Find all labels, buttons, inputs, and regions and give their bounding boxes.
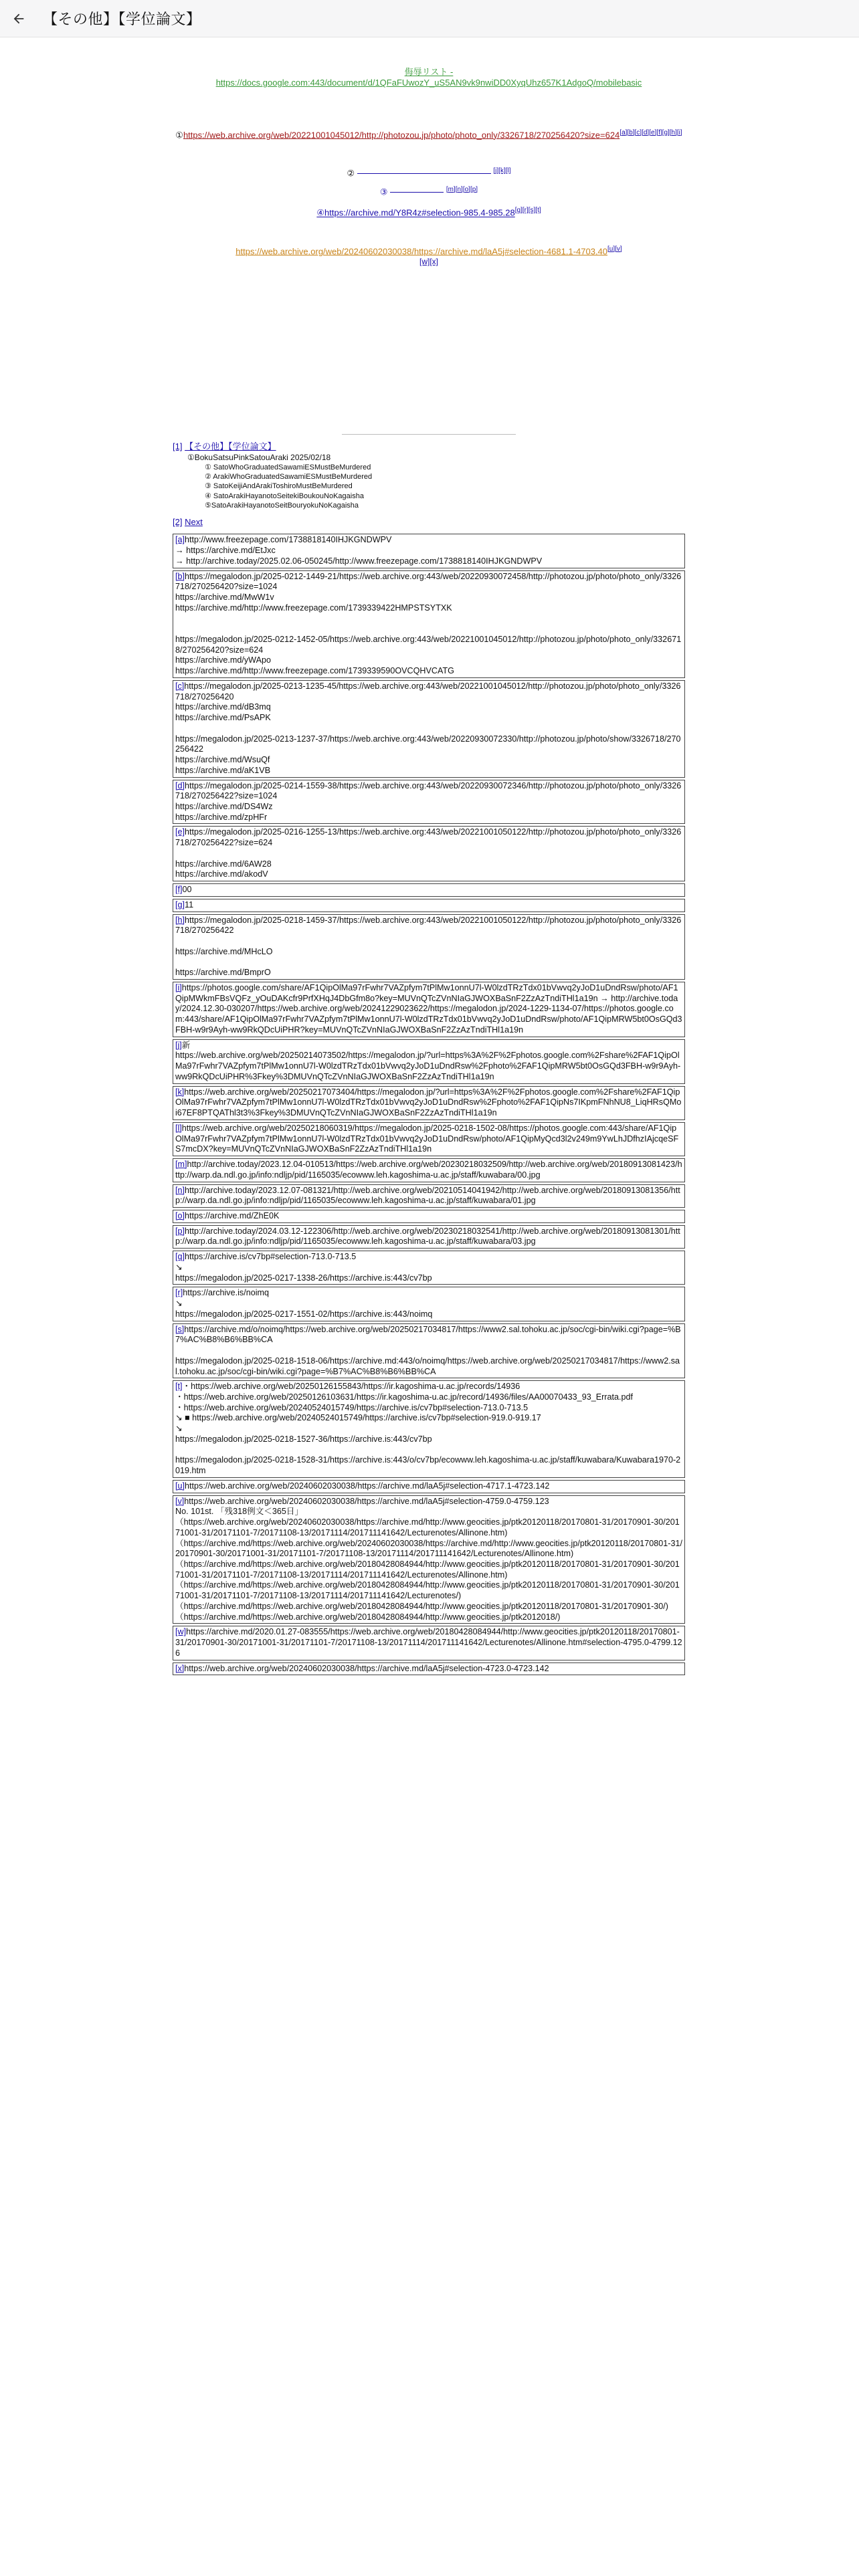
footnote-list — [173, 534, 685, 1675]
item-1 — [173, 129, 685, 141]
footnote-marker[interactable]: [x] — [175, 1663, 185, 1673]
footnote-box — [173, 1122, 685, 1156]
footnote-marker[interactable]: [l] — [175, 1123, 182, 1133]
footnote-text[interactable]: http://archive.today/2024.03.12-122306/http://web.archive.org/web/20230218032541/http://web.archive.org/web/20180913081301/http://warp.da.ndl.go.jp/info:ndljp/pid/1165035/ecowww.leh.kagoshima-u.ac.jp/staff/kuwabara/03.jpg — [175, 1226, 680, 1247]
item-3 — [173, 186, 685, 198]
note-1-line: ①BokuSatsuPinkSatouAraki 2025/02/18 — [187, 452, 331, 462]
note-2 — [173, 517, 685, 528]
footnote-text[interactable]: 11 — [185, 899, 194, 909]
footnote-box — [173, 1086, 685, 1120]
footnote-box — [173, 826, 685, 881]
footnote-marker[interactable]: [s] — [175, 1324, 185, 1334]
page-title: 【その他】【学位論文】 — [43, 11, 201, 27]
footnote-text[interactable]: https://web.archive.org/web/20240602030038/https://archive.md/laA5j#selection-4759.0-4759.123 No. 101st. 「残318例文＜365日」 （https://web.archive.org/web/20240602030038/https://archive.md/http://www.geocities.jp/ptk20120118/20170801-31/20170901-30/20171001-31/20171101-7/20171108-13/20171114/201711141642/Lecturenotes/Allinone.htm) （https://archive.md/https://web.archive.org/web/20240602030038/https://archive.md/http://www.geocities.jp/ptk20120118/20170801-31/20170901-30/20171001-31/20171101-7/20171108-13/20171114/201711141642/Lecturenotes/Allinone.htm) （https://archive.md/https://web.archive.org/web/20180428084944/http://www.geocities.jp/ptk20120118/20170801-31/20170901-30/20171001-31/20171101-7/20171108-13/20171114/201711141642/Lecturenotes/Allinone.htm) （https://archive.md/https://web.archive.org/web/20180428084944/http://www.geocities.jp/ptk20120118/20170801-31/20170901-30/20171001-31/20171101-7/20171108-13/20171114/201711141642/Lecturenotes/) （https://archive.md/https://web.archive.org/web/20180428084944/http://www.geocities.jp/ptk20120118/20170801-31/20170901-30/) （https://archive.md/https://web.archive.org/web/20180428084944/http://www.geocities.jp/ptk2012018/) — [175, 1496, 682, 1622]
footnote-marker[interactable]: [i] — [175, 983, 182, 993]
note-2-next-link[interactable]: Next — [185, 517, 203, 528]
footnote-box — [173, 1184, 685, 1208]
footnote-text[interactable]: https://archive.is/cv7bp#selection-713.0-713.5 ↘ https://megalodon.jp/2025-0217-1338-26/https://archive.is:443/cv7bp — [175, 1252, 432, 1283]
footnote-box — [173, 534, 685, 568]
footnote-box — [173, 1480, 685, 1493]
footnote-text[interactable]: https://archive.is/noimq ↘ https://megalodon.jp/2025-0217-1551-02/https://archive.is:443/noimq — [175, 1288, 433, 1319]
footnote-marker[interactable]: [w] — [175, 1627, 187, 1637]
footnote-marker[interactable]: [p] — [175, 1226, 185, 1236]
footnote-box — [173, 899, 685, 912]
footnote-marker[interactable]: [a] — [175, 535, 185, 545]
footnote-box — [173, 680, 685, 778]
footnote-marker[interactable]: [o] — [175, 1210, 185, 1220]
footnote-box — [173, 1158, 685, 1182]
footnote-marker[interactable]: [q] — [175, 1252, 185, 1262]
intro-top-link-block — [173, 67, 685, 89]
item-2-prefix: ② — [347, 168, 355, 179]
footnote-box — [173, 780, 685, 825]
footnote-text[interactable]: 新 https://web.archive.org/web/20250214073502/https://megalodon.jp/?url=https%3A%2F%2Fphotos.google.com%2Fshare%2FAF1QipOlMa97rFwhr7VAZpfym7tPlMw1onnU7l-W0lzdTRzTdx01bVwvq2yJoD1uDndRsw%2Fphoto%2FAF1QipMRW5bt0OsGQd3FBH-w9r9Ayh-ww9RkQDcUiPHR%3Fkey%3DMUVnQTcZVnNIaGJWOXBaSnF2ZzAzTndiTHl1a19n — [175, 1040, 681, 1081]
top-bar — [0, 0, 859, 37]
note-1-marker[interactable]: [1] — [173, 441, 183, 452]
insult-list-url[interactable]: https://docs.google.com:443/document/d/1QFaFUwozY_uS5AN9vk9nwiDD0XyqUhz657K1AdgoQ/mobilebasic — [215, 78, 642, 88]
footnote-box — [173, 883, 685, 897]
footnote-box — [173, 914, 685, 980]
item-1-footnote-refs[interactable]: [a][b][c][d][e][f][g][h][i] — [619, 128, 682, 136]
item-4 — [173, 207, 685, 219]
note-1-category-links[interactable]: 【その他】【学位論文】 — [185, 441, 276, 452]
footnote-text[interactable]: https://archive.md/o/noimq/https://web.archive.org/web/20250217034817/https://www2.sal.tohoku.ac.jp/soc/cgi-bin/wiki.cgi?page=%B7%AC%B8%B6%BB%CA https://megalodon.jp/2025-0218-1518-06/https://archive.md:443/o/noimq/https://web.archive.org/web/20250217034817/https://www2.sal.tohoku.ac.jp/soc/cgi-bin/wiki.cgi?page=%B7%AC%B8%B6%BB%CA — [175, 1324, 681, 1376]
footnote-text[interactable]: https://photos.google.com/share/AF1QipOlMa97rFwhr7VAZpfym7tPlMw1onnU7l-W0lzdTRzTdx01bVwvq2yJoD1uDndRsw/photo/AF1QipMWkmFBsVQFz_yOuDAKcfr9PrfXHqJ4DbGfm8o?key=MUVnQTcZVnNIaGJWOXBaSnF2ZzAzTndiTHl1a19n → http://archive.today/2024.12.30-030207/https://web.archive.org/web/20241229023622/https://megalodon.jp/2024-1229-1134-07/https://photos.google.com:443/share/AF1QipOlMa97rFwhr7VAZpfym7tPlMw1onnU7l-W0lzdTRzTdx01bVwvq2yJoD1uDndRsw/photo/AF1QipMRW5bt0OsGQd3FBH-w9r9Ayh-ww9RkQDcUiPHR?key=MUVnQTcZVnNIaGJWOXBaSnF2ZzAzTndiTHl1a19n — [175, 983, 682, 1035]
note-2-marker[interactable]: [2] — [173, 517, 183, 528]
footnote-box — [173, 1380, 685, 1478]
footnote-text[interactable]: https://megalodon.jp/2025-0218-1459-37/https://web.archive.org:443/web/20221001050122/http://photozou.jp/photo/photo_only/3326718/270256422 https://archive.md/MHcLO https://archive.md/BmprO — [175, 915, 682, 978]
footnote-box — [173, 1495, 685, 1624]
item-4-link[interactable]: ④https://archive.md/Y8R4z#selection-985.4-985.28 — [316, 207, 515, 218]
footnote-text[interactable]: https://megalodon.jp/2025-0214-1559-38/https://web.archive.org:443/web/20220930072346/http://photozou.jp/photo/photo_only/3326718/270256422?size=1024 https://archive.md/DS4Wz https://archive.md/zpHFr — [175, 780, 682, 822]
footnote-marker[interactable]: [g] — [175, 899, 185, 909]
footnote-marker[interactable]: [j] — [175, 1040, 182, 1050]
footnote-box — [173, 1287, 685, 1321]
footnote-marker[interactable]: [b] — [175, 571, 185, 581]
footnote-text[interactable]: https://web.archive.org/web/20240602030038/https://archive.md/laA5j#selection-4723.0-4723.142 — [184, 1663, 549, 1673]
footnote-marker[interactable]: [h] — [175, 915, 185, 925]
footnote-box — [173, 1662, 685, 1676]
footnote-marker[interactable]: [m] — [175, 1160, 187, 1170]
footnote-marker[interactable]: [u] — [175, 1481, 185, 1491]
footnote-text[interactable]: ・https://web.archive.org/web/20250126155843/https://ir.kagoshima-u.ac.jp/records/14936 ・https://web.archive.org/web/20250126103631/https://ir.kagoshima-u.ac.jp/record/14936/files/AA00070433_93_Errata.pdf ・https://web.archive.org/web/20240524015749/https://archive.is/cv7bp#selection-713.0-713.5 ↘ ■ https://web.archive.org/web/20240524015749/https://archive.is/cv7bp#selection-919.0-919.17 ↘ https://megalodon.jp/2025-0218-1527-36/https://archive.is:443/cv7bp https://megalodon.jp/2025-0218-1528-31/https://archive.is:443/o/cv7bp/ecowww.leh.kagoshima-u.ac.jp/staff/kuwabara/Kuwabara1970-2019.htm — [175, 1382, 681, 1476]
item-4-footnote-refs[interactable]: [q][r][s][t] — [514, 207, 541, 215]
note-1-item-2: ② ArakiWhoGraduatedSawamiESMustBeMurdered — [205, 472, 373, 481]
footnote-text[interactable]: http://archive.today/2023.12.07-081321/http://web.archive.org/web/20210514041942/http://web.archive.org/web/20180913081356/http://warp.da.ndl.go.jp/info:ndljp/pid/1165035/ecowww.leh.kagoshima-u.ac.jp/staff/kuwabara/01.jpg — [175, 1185, 680, 1206]
footnote-marker[interactable]: [e] — [175, 827, 185, 837]
footnote-box — [173, 982, 685, 1037]
footnote-text[interactable]: https://megalodon.jp/2025-0213-1235-45/https://web.archive.org:443/web/20221001045012/http://photozou.jp/photo/photo_only/3326718/270256420 https://archive.md/dB3mq https://archive.md/PsAPK https://megalodon.jp/2025-0213-1237-37/https://web.archive.org:443/web/20220930072330/http://photozou.jp/photo/show/3326718/270256422 https://archive.md/WsuQf https://archive.md/aK1VB — [175, 681, 681, 775]
footnote-marker[interactable]: [d] — [175, 780, 185, 790]
footnote-box — [173, 1210, 685, 1223]
item-3-prefix: ③ — [379, 186, 388, 197]
item-1-prefix: ① — [175, 129, 183, 140]
footnote-text[interactable]: https://megalodon.jp/2025-0212-1449-21/https://web.archive.org:443/web/20220930072458/http://photozou.jp/photo/photo_only/3326718/270256420?size=1024 https://archive.md/MwW1v https://archive.md/http://www.freezepage.com/1739339422HMPSTSYTXK https://megalodon.jp/2025-0212-1452-05/https://web.archive.org:443/web/20221001045012/http://photozou.jp/photo/photo_only/3326718/270256420?size=624 https://archive.md/yWApo https://archive.md/http://www.freezepage.com/1739339590OVCQHVCATG — [175, 571, 682, 676]
footnote-text[interactable]: https://archive.md/2020.01.27-083555/https://web.archive.org/web/20180428084944/http://www.geocities.jp/ptk20120118/20170801-31/20170901-30/20171001-31/20171101-7/20171108-13/20171114/201711141642/Lecturenotes/Allinone.htm#selection-4795.0-4799.126 — [175, 1627, 682, 1658]
footnote-marker[interactable]: [c] — [175, 681, 185, 691]
note-1-item-1: ① SatoWhoGraduatedSawamiESMustBeMurdered — [205, 463, 371, 471]
item-5-footnote-refs-2[interactable]: [w][x] — [419, 257, 438, 267]
note-1 — [173, 441, 685, 510]
footnote-text[interactable]: http://www.freezepage.com/1738818140IHJKGNDWPV → https://archive.md/EtJxc → http://archive.today/2025.02.06-050245/http://www.freezepage.com/1738818140IHJKGNDWPV — [175, 535, 543, 566]
footnote-text[interactable]: https://archive.md/ZhE0K — [185, 1210, 280, 1220]
item-5-link[interactable]: https://web.archive.org/web/20240602030038/https://archive.md/laA5j#selection-4681.1-4703.40 — [235, 246, 608, 257]
item-2-link-blank[interactable] — [357, 173, 491, 174]
footnote-box — [173, 1323, 685, 1379]
footnote-box — [173, 570, 685, 678]
footnote-text[interactable]: https://megalodon.jp/2025-0216-1255-13/https://web.archive.org:443/web/20221001050122/http://photozou.jp/photo/photo_only/3326718/270256422?size=624 https://archive.md/6AW28 https://archive.md/akodV — [175, 827, 682, 879]
item-3-link-blank[interactable] — [390, 192, 444, 193]
note-1-item-5: ⑤SatoArakiHayanotoSeitBouryokuNoKagaisha — [205, 501, 359, 510]
footnote-marker[interactable]: [t] — [175, 1382, 183, 1392]
footnote-text[interactable]: http://archive.today/2023.12.04-010513/https://web.archive.org/web/20230218032509/http://web.archive.org/web/20180913081423/http://warp.da.ndl.go.jp/info:ndljp/pid/1165035/ecowww.leh.kagoshima-u.ac.jp/staff/kuwabara/00.jpg — [175, 1160, 682, 1180]
footnote-box — [173, 1626, 685, 1660]
footnote-box — [173, 1251, 685, 1285]
insult-list-label[interactable]: 侮辱リスト - — [404, 67, 454, 77]
footnote-text[interactable]: https://web.archive.org/web/20250218060319/https://megalodon.jp/2025-0218-1502-08/https://photos.google.com:443/share/AF1QipOlMa97rFwhr7VAZpfym7tPlMw1onnU7l-W0lzdTRzTdx01bVwvq2yJoD1uDndRsw/photo/AF1QipMyQcd3l2v249m9YwLhJDfhzIAjcqeSFS7mcDX?key=MUVnQTcZVnNIaGJWOXBaSnF2ZzAzTndiTHl1a19n — [175, 1123, 679, 1154]
item-5-footnote-refs[interactable]: [u][v] — [607, 245, 622, 253]
footnote-marker[interactable]: [v] — [175, 1496, 185, 1506]
document-body — [173, 62, 685, 1677]
note-1-item-4: ④ SatoArakiHayanotoSeitekiBoukouNoKagaisha — [205, 492, 364, 500]
footnote-text[interactable]: https://web.archive.org/web/20240602030038/https://archive.md/laA5j#selection-4717.1-4723.142 — [185, 1481, 550, 1491]
footnote-text[interactable]: https://web.archive.org/web/20250217073404/https://megalodon.jp/?url=https%3A%2F%2Fphotos.google.com%2Fshare%2FAF1QipOlMa97rFwhr7VAZpfym7tPlMw1onnU7l-W0lzdTRzTdx01bVwvq2yJoD1uDndRsw%2Fphoto%2FAF1QipNs7IKpmFNhNU8_LiqHRsQMoi67EF8PTQAThl3t3%3Fkey%3DMUVnQTcZVnNIaGJWOXBaSnF2ZzAzTndiTHl1a19n — [175, 1087, 682, 1118]
arrow-left-icon — [11, 11, 26, 26]
item-5 — [173, 245, 685, 267]
item-1-link[interactable]: https://web.archive.org/web/20221001045012/http://photozou.jp/photo/photo_only/3326718/270256420?size=624 — [183, 129, 620, 140]
item-2-footnote-refs[interactable]: [j][k][l] — [493, 167, 511, 175]
footnote-marker[interactable]: [f] — [175, 885, 183, 895]
item-2 — [173, 167, 685, 179]
footnote-box — [173, 1225, 685, 1249]
note-1-item-3: ③ SatoKeijiAndArakiToshiroMustBeMurdered — [205, 482, 353, 491]
back-button[interactable] — [0, 0, 37, 37]
item-3-footnote-refs[interactable]: [m][n][o][p] — [446, 185, 478, 193]
footnote-text[interactable]: 00 — [182, 885, 192, 895]
footnote-marker[interactable]: [r] — [175, 1288, 183, 1298]
footnote-box — [173, 1039, 685, 1084]
footnote-marker[interactable]: [n] — [175, 1185, 185, 1195]
footnote-marker[interactable]: [k] — [175, 1087, 185, 1097]
